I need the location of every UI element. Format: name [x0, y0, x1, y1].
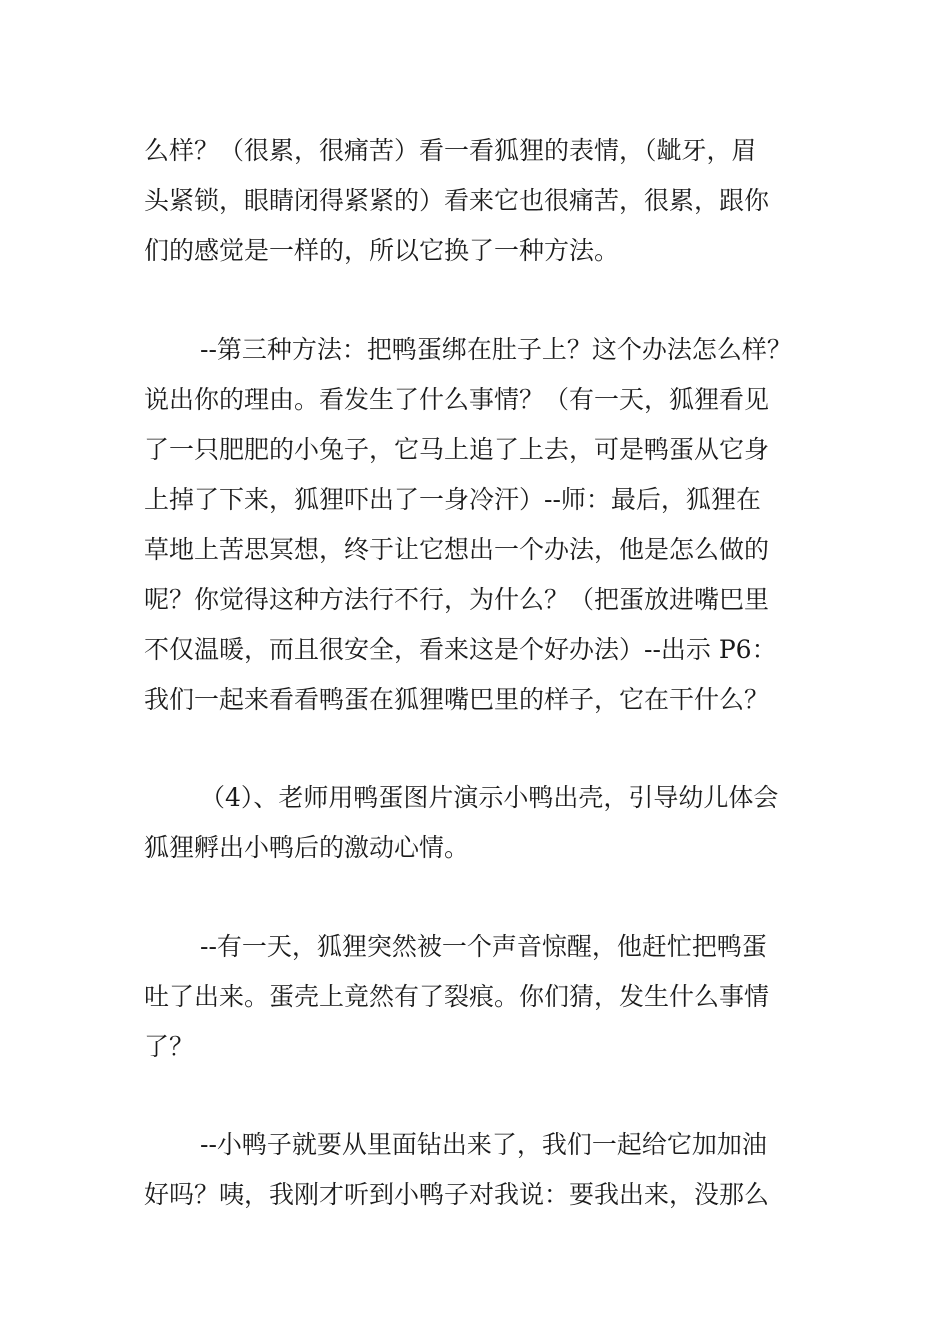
text-line: 么样？（很累，很痛苦）看一看狐狸的表情，（龇牙，眉	[144, 136, 757, 165]
paragraph-3	[144, 773, 834, 873]
text-line: 上掉了下来，狐狸吓出了一身冷汗）--师：最后，狐狸在	[144, 485, 761, 514]
text-line: （4）、老师用鸭蛋图片演示小鸭出壳，引导幼儿体会	[200, 783, 779, 812]
text-line: 狐狸孵出小鸭后的激动心情。	[144, 833, 470, 862]
paragraph-4	[144, 922, 834, 1072]
text-line: 我们一起来看看鸭蛋在狐狸嘴巴里的样子，它在干什么？	[144, 685, 770, 714]
text-line: 不仅温暖，而且很安全，看来这是个好办法）--出示 P6：	[144, 635, 777, 664]
text-line: --小鸭子就要从里面钻出来了，我们一起给它加加油	[200, 1130, 767, 1159]
text-line: 了？	[144, 1032, 195, 1061]
text-line: 们的感觉是一样的，所以它换了一种方法。	[144, 236, 620, 265]
text-line: 吐了出来。蛋壳上竟然有了裂痕。你们猜，发生什么事情	[144, 982, 770, 1011]
paragraph-2	[144, 325, 834, 725]
text-line: --有一天，狐狸突然被一个声音惊醒，他赶忙把鸭蛋	[200, 932, 767, 961]
paragraph-5	[144, 1120, 834, 1220]
text-line: 头紧锁，眼睛闭得紧紧的）看来它也很痛苦，很累，跟你	[144, 186, 770, 215]
paragraph-1	[144, 126, 834, 276]
text-line: 好吗？咦，我刚才听到小鸭子对我说：要我出来，没那么	[144, 1180, 770, 1209]
text-line: 呢？你觉得这种方法行不行，为什么？（把蛋放进嘴巴里	[144, 585, 770, 614]
text-line: --第三种方法：把鸭蛋绑在肚子上？这个办法怎么样？	[200, 335, 792, 364]
text-line: 说出你的理由。看发生了什么事情？（有一天，狐狸看见	[144, 385, 770, 414]
text-line: 了一只肥肥的小兔子，它马上追了上去，可是鸭蛋从它身	[144, 435, 770, 464]
text-line: 草地上苦思冥想，终于让它想出一个办法，他是怎么做的	[144, 535, 770, 564]
